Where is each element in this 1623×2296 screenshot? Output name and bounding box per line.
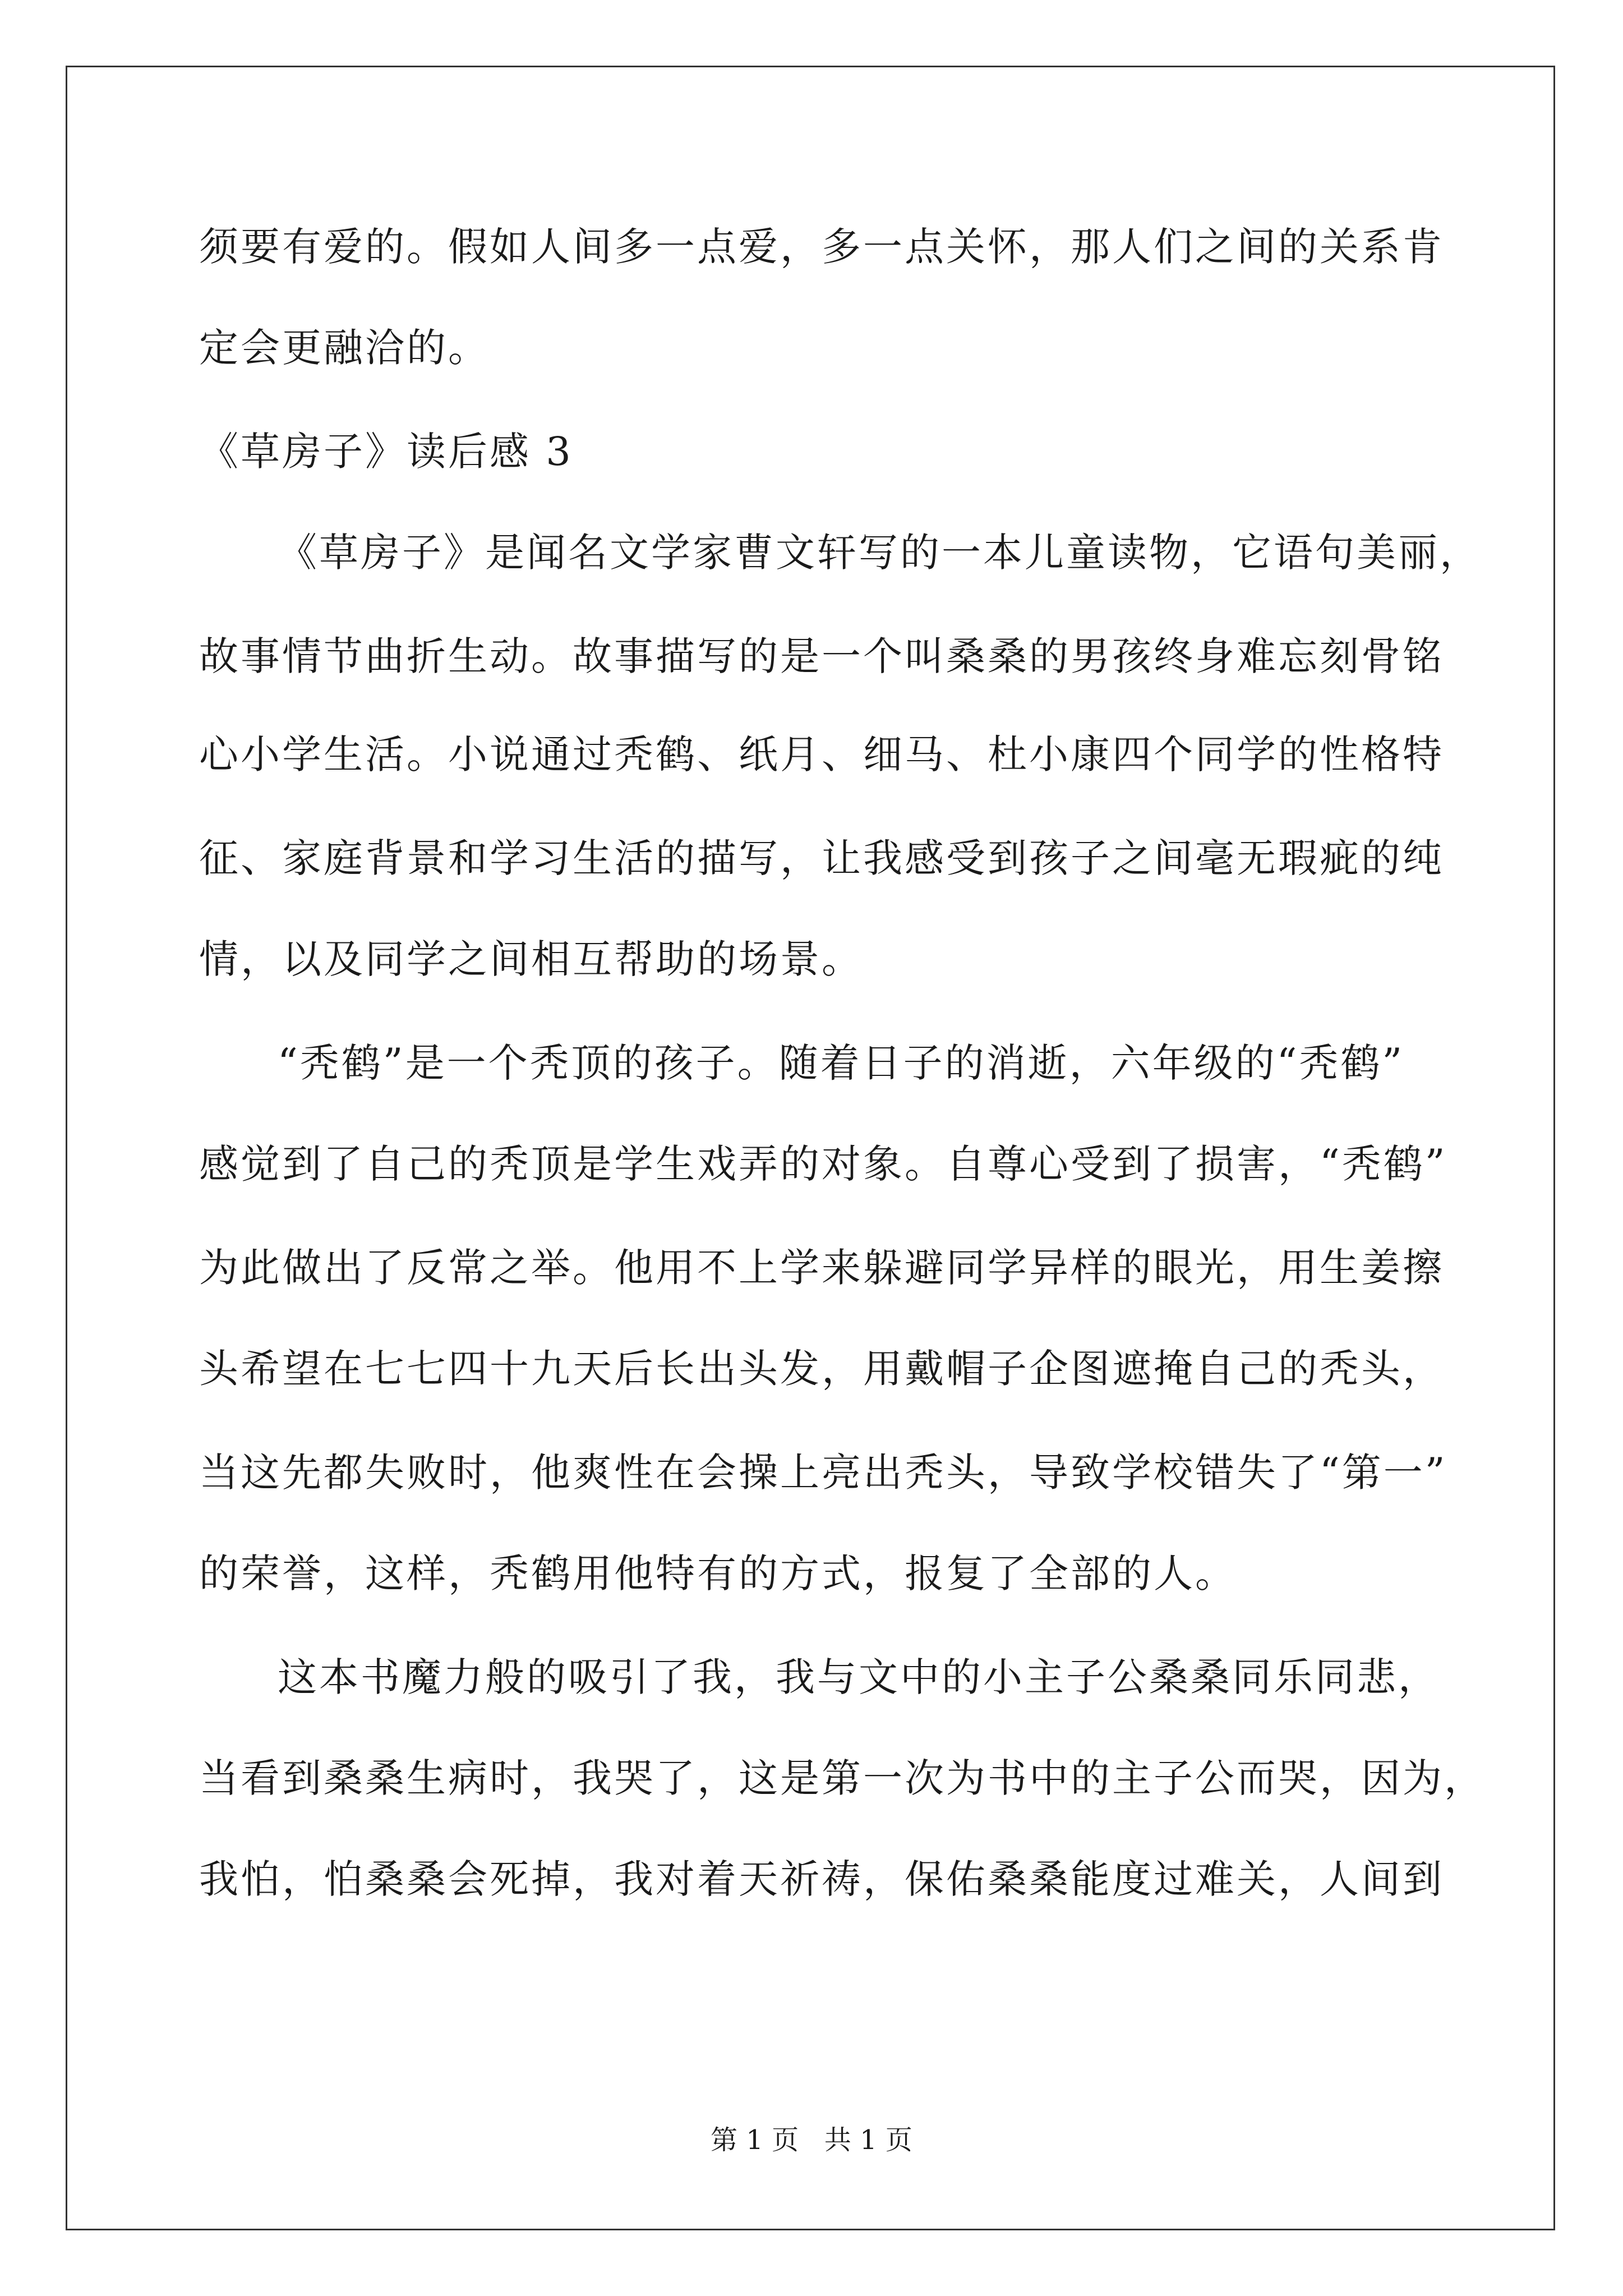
body-line-1: 须要有爱的。假如人间多一点爱，多一点关怀，那人们之间的关系肯 <box>199 224 1444 270</box>
paragraph-2-line-2: 感觉到了自己的秃顶是学生戏弄的对象。自尊心受到了损害，“秃鹤” <box>199 1141 1447 1187</box>
paragraph-1-line-5: 情，以及同学之间相互帮助的场景。 <box>199 936 863 982</box>
section-title: 《草房子》读后感 3 <box>199 429 573 475</box>
paragraph-3-line-3: 我怕，怕桑桑会死掉，我对着天祈祷，保佑桑桑能度过难关，人间到 <box>199 1856 1444 1902</box>
paragraph-1-line-4: 征、家庭背景和学习生活的描写，让我感受到孩子之间毫无瑕疵的纯 <box>199 835 1444 881</box>
paragraph-3-line-1: 这本书魔力般的吸引了我，我与文中的小主子公桑桑同乐同悲， <box>278 1654 1440 1700</box>
paragraph-1-line-3: 心小学生活。小说通过秃鹤、纸月、细马、杜小康四个同学的性格特 <box>199 731 1444 777</box>
page-footer: 第 1 页 共 1 页 <box>711 2124 912 2156</box>
body-line-2: 定会更融洽的。 <box>199 325 490 371</box>
paragraph-2-line-1: “秃鹤”是一个秃顶的孩子。随着日子的消逝，六年级的“秃鹤” <box>278 1040 1405 1086</box>
paragraph-2-line-5: 当这先都失败时，他爽性在会操上亮出秃头，导致学校错失了“第一” <box>199 1450 1447 1496</box>
paragraph-1-line-1: 《草房子》是闻名文学家曹文轩写的一本儿童读物，它语句美丽， <box>278 530 1481 576</box>
paragraph-2-line-4: 头希望在七七四十九天后长出头发，用戴帽子企图遮掩自己的秃头， <box>199 1346 1444 1392</box>
paragraph-3-line-2: 当看到桑桑生病时，我哭了，这是第一次为书中的主子公而哭，因为， <box>199 1755 1486 1801</box>
paragraph-1-line-2: 故事情节曲折生动。故事描写的是一个叫桑桑的男孩终身难忘刻骨铭 <box>199 633 1444 679</box>
paragraph-2-line-3: 为此做出了反常之举。他用不上学来躲避同学异样的眼光，用生姜擦 <box>199 1245 1444 1291</box>
paragraph-2-line-6: 的荣誉，这样，秃鹤用他特有的方式，报复了全部的人。 <box>199 1550 1237 1596</box>
